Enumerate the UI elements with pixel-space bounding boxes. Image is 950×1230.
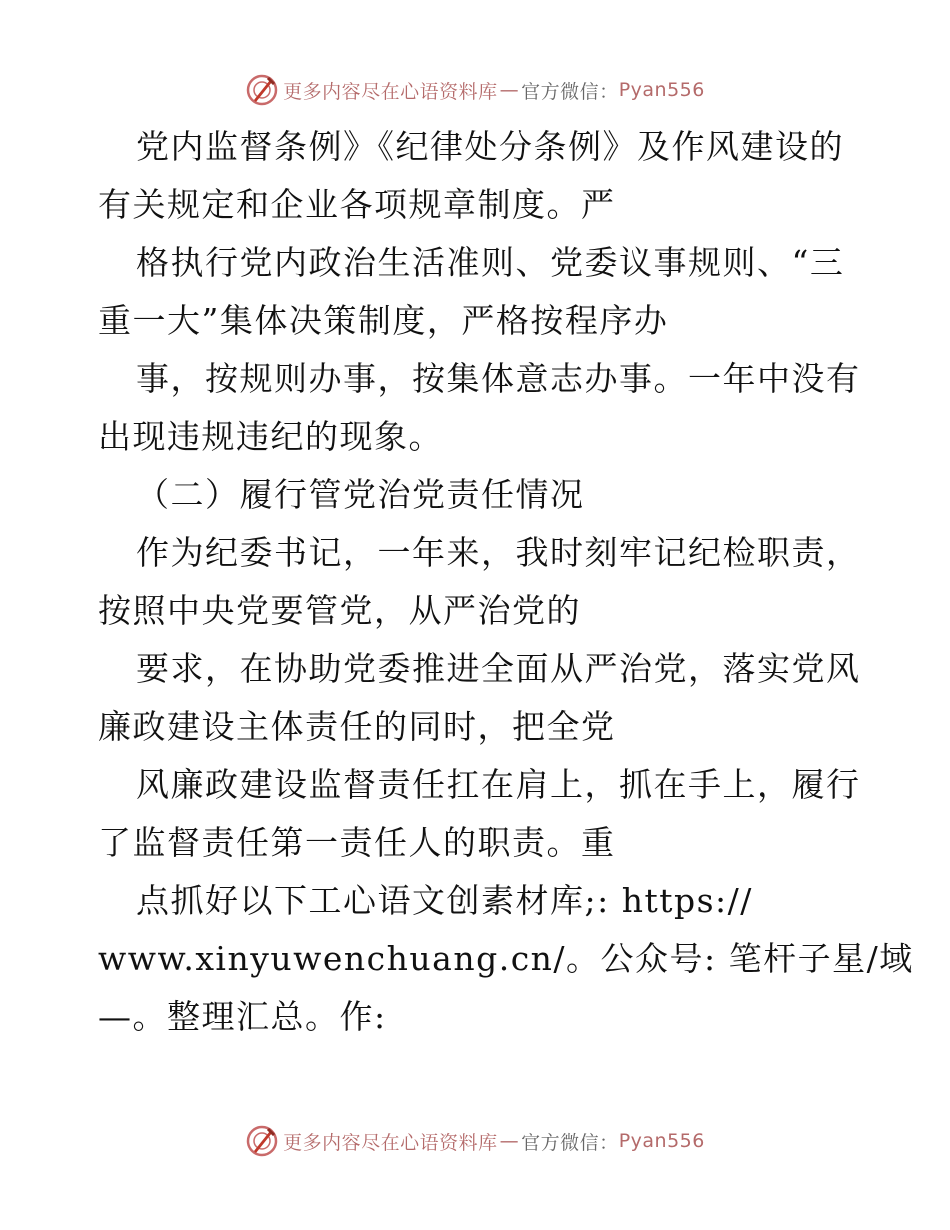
banner-main-text: 更多内容尽在心语资料库 xyxy=(283,80,498,103)
text-line-3: 格执行党内政治生活准则、党委议事规则、“三 xyxy=(136,243,845,282)
banner-wechat-id: Pyan556 xyxy=(618,1130,705,1152)
banner-main-text: 更多内容尽在心语资料库 xyxy=(283,1131,498,1154)
banner-wechat-label: 官方微信： xyxy=(521,80,619,103)
text-line-5: 事，按规则办事，按集体意志办事。一年中没有 xyxy=(136,359,861,398)
text-line-8: 作为纪委书记，一年来，我时刻牢记纪检职责， xyxy=(136,533,861,572)
text-line-11: 廉政建设主体责任的同时，把全党 xyxy=(98,707,616,746)
text-line-10: 要求，在协助党委推进全面从严治党，落实党风 xyxy=(136,649,861,688)
banner-separator: — xyxy=(499,79,520,101)
text-line-13: 了监督责任第一责任人的职责。重 xyxy=(98,823,616,862)
footer-watermark-banner xyxy=(0,1121,950,1161)
text-line-15: www.xinyuwenchuang.cn/。公众号: 笔杆子星/域 xyxy=(98,939,914,978)
header-watermark-banner xyxy=(0,70,950,110)
banner-wechat-id: Pyan556 xyxy=(618,79,705,101)
text-line-4: 重一大”集体决策制度，严格按程序办 xyxy=(98,301,669,340)
text-line-14: 点抓好以下工心语文创素材库;: https:// xyxy=(136,881,753,920)
banner-separator: — xyxy=(499,1130,520,1152)
text-line-9: 按照中央党要管党，从严治党的 xyxy=(98,591,581,630)
text-line-6: 出现违规违纪的现象。 xyxy=(98,417,443,456)
banner-wechat-label: 官方微信： xyxy=(521,1131,619,1154)
document-body xyxy=(98,124,914,1052)
text-line-2: 有关规定和企业各项规章制度。严 xyxy=(98,185,616,224)
section-heading: （二）履行管党治党责任情况 xyxy=(136,475,585,514)
brand-logo-icon xyxy=(245,1124,279,1158)
brand-logo-icon xyxy=(245,73,279,107)
text-line-12: 风廉政建设监督责任扛在肩上，抓在手上，履行 xyxy=(136,765,861,804)
text-line-16: —。整理汇总。作: xyxy=(98,997,387,1036)
text-line-1: 党内监督条例》《纪律处分条例》及作风建设的 xyxy=(136,127,844,166)
